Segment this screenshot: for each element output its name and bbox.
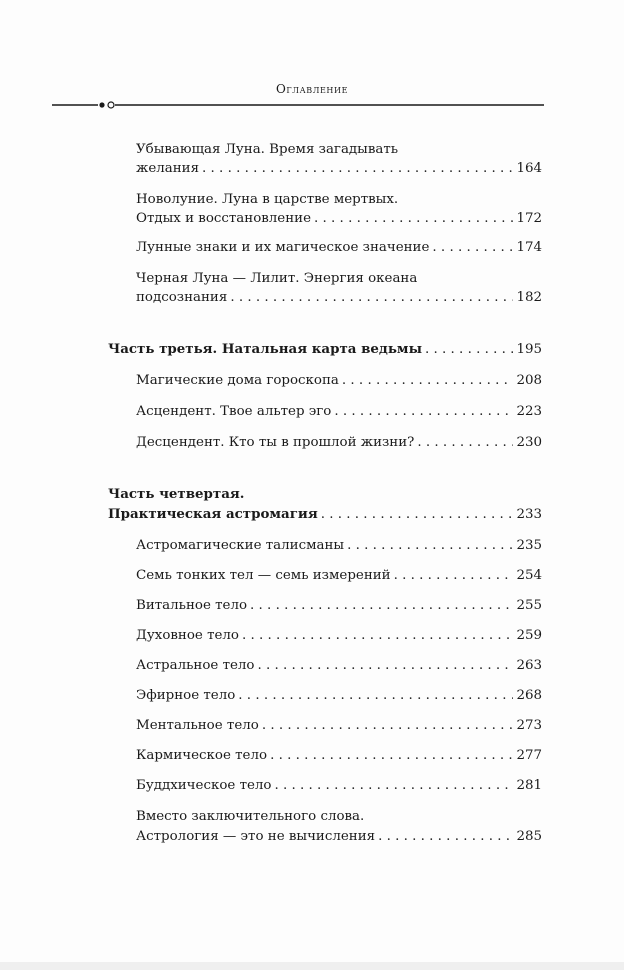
page-number: 223 (516, 404, 542, 419)
toc-entry-title-line1: Новолуние. Луна в царстве мертвых. (136, 192, 399, 207)
page-number: 263 (516, 658, 542, 673)
page-number: 277 (516, 748, 542, 763)
dot-leader (417, 433, 513, 452)
page-number: 254 (516, 568, 542, 583)
dot-leader (425, 340, 513, 359)
toc-entry-title: Лунные знаки и их магическое значение (136, 240, 430, 255)
page-edge (0, 962, 624, 970)
page-number: 208 (516, 373, 542, 388)
dot-leader (394, 566, 514, 585)
dot-leader (334, 402, 513, 421)
dot-leader (250, 596, 513, 615)
toc-entry-title: Астрология — это не вычисления (136, 829, 376, 844)
ornament-ring-icon (108, 102, 114, 108)
dot-leader (321, 505, 514, 524)
page-number: 233 (516, 507, 542, 522)
toc-entry-title: Отдых и восстановление (136, 211, 312, 226)
page-number: 281 (516, 778, 542, 793)
toc-entry-title: Асцендент. Твое альтер эго (136, 404, 332, 419)
dot-leader (230, 288, 513, 307)
page-number: 174 (516, 240, 542, 255)
page-number: 259 (516, 628, 542, 643)
page-number: 255 (516, 598, 542, 613)
toc-entry-title: Астральное тело (136, 658, 255, 673)
toc-part-title: Часть третья. Натальная карта ведьмы (108, 341, 422, 357)
page-number: 182 (516, 290, 542, 305)
toc-part-title-line1: Часть четвертая. (108, 486, 245, 502)
dot-leader (314, 209, 513, 228)
toc-entry-title: Десцендент. Кто ты в прошлой жизни? (136, 435, 415, 450)
toc-entry-title: подсознания (136, 290, 228, 305)
toc-entry-title: Кармическое тело (136, 748, 268, 763)
running-header: Оглавление (275, 82, 349, 96)
page-number: 164 (516, 161, 542, 176)
toc-part-title: Практическая астромагия (108, 506, 318, 522)
dot-leader (202, 159, 513, 178)
dot-leader (257, 656, 513, 675)
toc-entry-title: Магические дома гороскопа (136, 373, 339, 388)
toc-entry-title: Эфирное тело (136, 688, 236, 703)
toc-entry-title: Астромагические талисманы (136, 538, 345, 553)
dot-leader (242, 626, 513, 645)
dot-leader (262, 716, 514, 735)
ornament-dot-icon (99, 102, 104, 107)
toc-entry-title-line1: Вместо заключительного слова. (136, 809, 365, 824)
toc-entry-title: желания (136, 161, 200, 176)
toc-entry-title-line1: Черная Луна — Лилит. Энергия океана (136, 271, 418, 286)
page-number: 195 (516, 342, 542, 357)
dot-leader (347, 536, 513, 555)
dot-leader (238, 686, 513, 705)
toc-entry-title: Духовное тело (136, 628, 239, 643)
page-number: 235 (516, 538, 542, 553)
page-number: 230 (516, 435, 542, 450)
toc-entry-title: Буддхическое тело (136, 778, 272, 793)
dot-leader (342, 371, 514, 390)
toc-entry-title: Ментальное тело (136, 718, 259, 733)
toc-entry-title-line1: Убывающая Луна. Время загадывать (136, 142, 399, 157)
dot-leader (378, 827, 513, 846)
page-number: 285 (516, 829, 542, 844)
toc-entry-title: Витальное тело (136, 598, 248, 613)
page-number: 268 (516, 688, 542, 703)
page-number: 172 (516, 211, 542, 226)
toc-entry-title: Семь тонких тел — семь измерений (136, 568, 391, 583)
dot-leader (432, 238, 513, 257)
page-number: 273 (516, 718, 542, 733)
header-ornament-rule (52, 100, 544, 110)
dot-leader (270, 746, 513, 765)
dot-leader (274, 776, 513, 795)
